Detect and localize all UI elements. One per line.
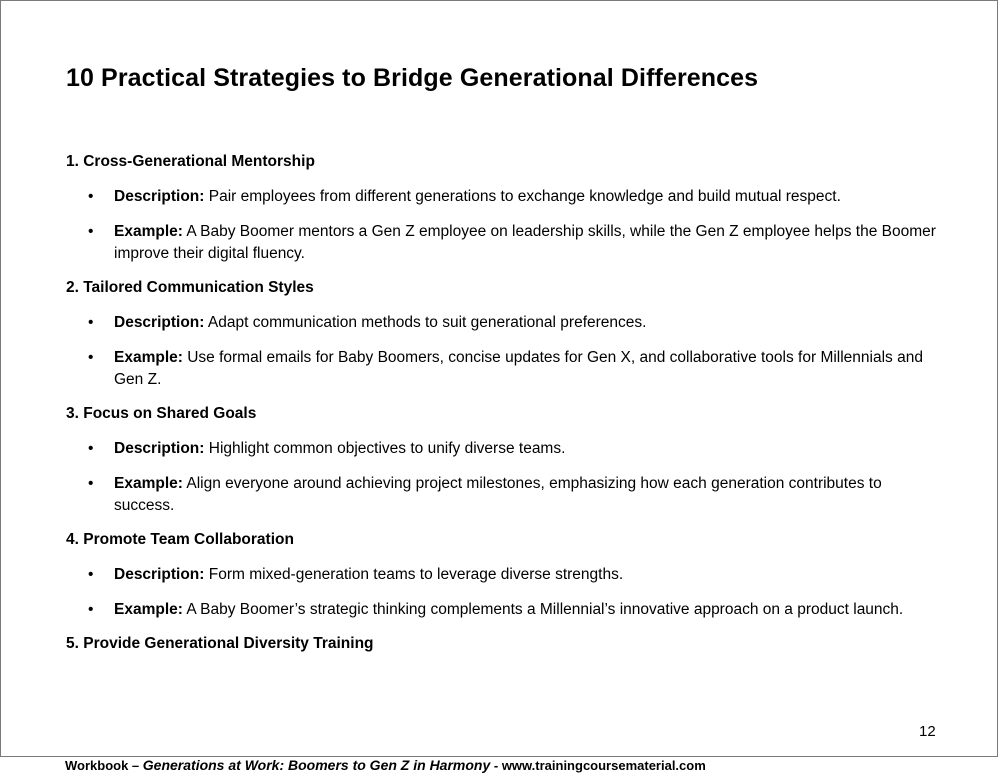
- bullet-icon: •: [88, 188, 94, 205]
- point-label: Description:: [114, 440, 205, 457]
- strategy-points: [66, 438, 946, 517]
- point-label: Example:: [114, 223, 183, 240]
- list-item: [66, 564, 946, 586]
- point-text: A Baby Boomer’s strategic thinking complements a Millennial’s innovative approach on a product launch.: [182, 601, 904, 618]
- list-item: [66, 438, 946, 460]
- footer-website: www.trainingcoursematerial.com: [501, 758, 706, 773]
- footer-separator: -: [490, 758, 502, 773]
- strategy-5: [66, 634, 946, 654]
- page-footer: [65, 757, 706, 773]
- page-number: 12: [919, 723, 936, 740]
- point-text: Highlight common objectives to unify diverse teams.: [204, 440, 566, 457]
- list-item: [66, 347, 946, 391]
- bullet-icon: •: [88, 349, 94, 366]
- point-text: A Baby Boomer mentors a Gen Z employee on leadership skills, while the Gen Z employee helps the Boomer improve their digital fluency.: [114, 223, 936, 262]
- strategies-list: [66, 152, 946, 668]
- strategy-heading: 4. Promote Team Collaboration: [66, 531, 294, 548]
- bullet-icon: •: [88, 223, 94, 240]
- bullet-icon: •: [88, 440, 94, 457]
- strategy-points: [66, 186, 946, 265]
- footer-book-title: Generations at Work: Boomers to Gen Z in Harmony: [142, 757, 491, 773]
- bullet-icon: •: [88, 314, 94, 331]
- bullet-icon: •: [88, 475, 94, 492]
- point-label: Example:: [114, 601, 183, 618]
- list-item: [66, 473, 946, 517]
- point-text: Align everyone around achieving project milestones, emphasizing how each generation contributes to success.: [114, 475, 882, 514]
- point-text: Pair employees from different generations to exchange knowledge and build mutual respect.: [204, 188, 841, 205]
- strategy-4: [66, 530, 946, 621]
- page-title: 10 Practical Strategies to Bridge Generational Differences: [66, 64, 759, 92]
- point-text: Form mixed-generation teams to leverage diverse strengths.: [204, 566, 624, 583]
- strategy-1: [66, 152, 946, 265]
- point-label: Description:: [114, 314, 205, 331]
- list-item: [66, 221, 946, 265]
- point-text: Use formal emails for Baby Boomers, concise updates for Gen X, and collaborative tools for Millennials and Gen Z.: [114, 349, 923, 388]
- strategy-3: [66, 404, 946, 517]
- strategy-2: [66, 278, 946, 391]
- strategy-heading: 1. Cross-Generational Mentorship: [66, 153, 315, 170]
- strategy-heading: 3. Focus on Shared Goals: [66, 405, 257, 422]
- bullet-icon: •: [88, 566, 94, 583]
- strategy-heading: 2. Tailored Communication Styles: [66, 279, 314, 296]
- point-label: Description:: [114, 566, 205, 583]
- footer-prefix: Workbook –: [65, 758, 143, 773]
- list-item: [66, 312, 946, 334]
- list-item: [66, 599, 946, 621]
- list-item: [66, 186, 946, 208]
- strategy-points: [66, 564, 946, 621]
- point-label: Example:: [114, 349, 183, 366]
- point-label: Example:: [114, 475, 183, 492]
- bullet-icon: •: [88, 601, 94, 618]
- point-label: Description:: [114, 188, 205, 205]
- point-text: Adapt communication methods to suit generational preferences.: [204, 314, 647, 331]
- strategy-heading: 5. Provide Generational Diversity Training: [66, 635, 374, 652]
- strategy-points: [66, 312, 946, 391]
